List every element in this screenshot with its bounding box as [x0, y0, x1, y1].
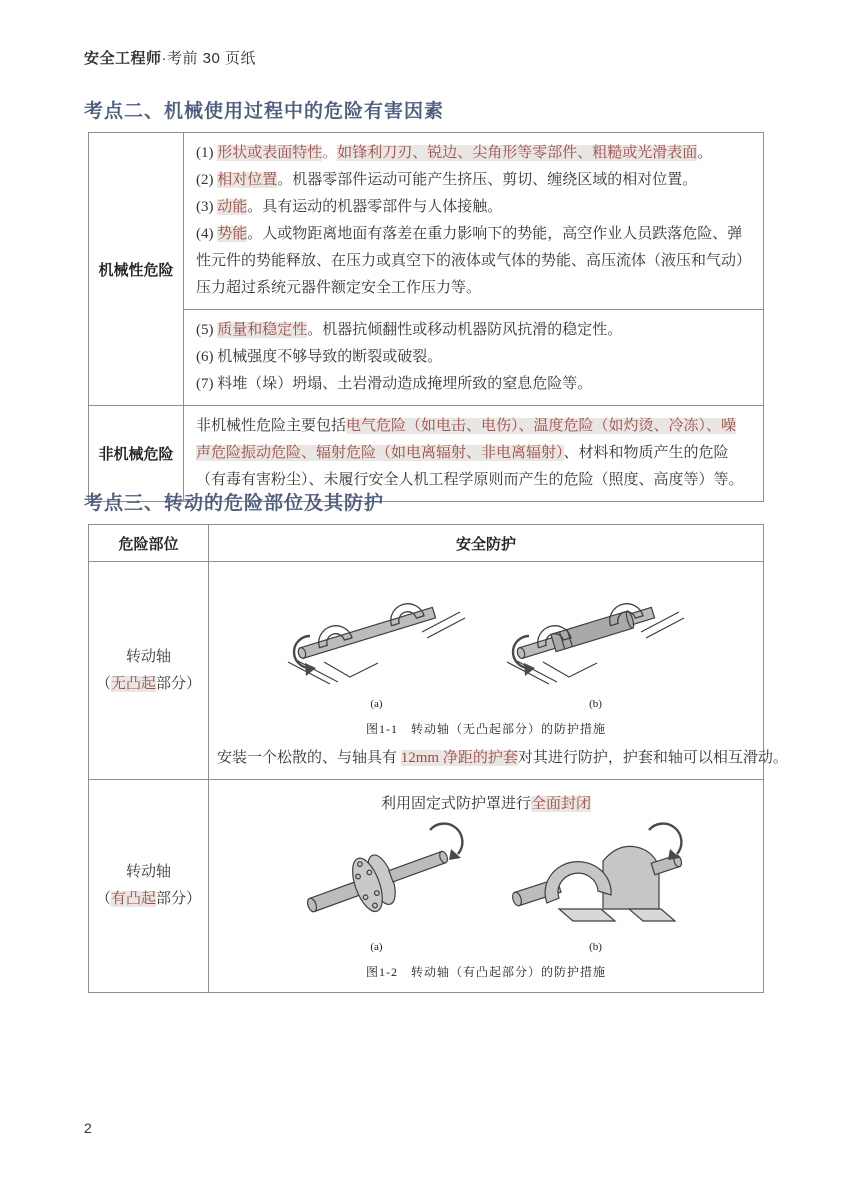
mech-item-3 [196, 194, 751, 221]
highlighted-keyword: 无凸起 [110, 675, 156, 692]
fig-label-b: (b) [589, 698, 602, 710]
header-suffix: ·考前 30 页纸 [161, 50, 257, 67]
figure-1-1b [503, 574, 688, 710]
document-header [84, 47, 256, 68]
protection-note [217, 746, 788, 767]
text-segment: 。具有运动的机器零部件与人体接触。 [247, 199, 503, 215]
text-segment: 。人或物距离地面有落差在重力影响下的势能，高空作业人员跌落危险、弹性元件的势能释放、在压力或真空下的液体或气体的势能、高压流体（液压和气动）压力超过系统元器件额定安全工作压力等。 [196, 226, 752, 296]
mech-item-1 [196, 140, 751, 167]
text-segment: 部分） [156, 675, 202, 692]
page-number: 2 [84, 1120, 92, 1136]
flange-coupling-shaft-diagram [284, 817, 469, 935]
highlighted-keyword: 相对位置 [217, 172, 278, 188]
text-segment: 。 [697, 145, 713, 161]
figure-row-1-2 [217, 817, 755, 953]
col-header-protection: 安全防护 [209, 525, 764, 562]
text-segment: (7) 料堆（垛）坍塌、土岩滑动造成掩埋所致的窒息危险等。 [196, 376, 593, 392]
figure-1-2b [503, 817, 688, 953]
text-segment: 、材料和物质产生的危险（有毒有害粉尘）、未履行安全人机工程学原则而产生的危险（照度、高度等）等。 [196, 445, 744, 488]
col-header-danger-part: 危险部位 [89, 525, 209, 562]
nonmech-paragraph [196, 413, 751, 494]
brand-text: 安全工程师 [84, 50, 162, 67]
highlighted-keyword: 全面封闭 [531, 796, 592, 812]
shaft-projection-label-line1: 转动轴 [125, 864, 171, 880]
fig-1-2-caption: 图1-2 转动轴（有凸起部分）的防护措施 [366, 965, 606, 979]
highlighted-keyword: 质量和稳定性 [217, 322, 308, 338]
shaft-smooth-label-line2 [90, 671, 207, 698]
shaft-projection-label-line2 [90, 886, 207, 913]
text-segment: 。机器抗倾翻性或移动机器防风抗滑的稳定性。 [307, 322, 623, 338]
row-label-mechanical: 机械性危险 [89, 133, 184, 406]
row-label-shaft-smooth [89, 562, 209, 780]
protection-method-text [217, 792, 755, 813]
hazard-factors-table [88, 132, 764, 502]
mech-item-4 [196, 221, 751, 302]
mechanical-items-cell-b [184, 310, 764, 406]
text-segment: 非机械性危险主要包括 [196, 418, 347, 434]
text-segment: 。机器零部件运动可能产生挤压、剪切、缠绕区域的相对位置。 [277, 172, 698, 188]
text-segment: 安装一个松散的、与轴具有 [217, 750, 401, 766]
mechanical-items-cell-a [184, 133, 764, 310]
text-segment: 。 [322, 145, 338, 161]
figure-1-2a [284, 817, 469, 953]
text-segment: 利用固定式防护罩进行 [380, 796, 531, 812]
section-title-kaodian2: 考点二、机械使用过程中的危险有害因素 [84, 101, 445, 122]
mech-item-5 [196, 317, 751, 344]
text-segment: （ [95, 675, 111, 692]
text-segment: (2) [196, 172, 218, 188]
text-segment: (1) [196, 145, 218, 161]
figure-1-1a [284, 574, 469, 710]
highlighted-keyword: 12mm 净距的护套 [400, 750, 518, 766]
fig-label-a: (a) [370, 941, 383, 953]
fig-label-a: (a) [370, 698, 383, 710]
mech-item-2 [196, 167, 751, 194]
text-segment: 对其进行防护，护套和轴可以相互滑动。 [517, 750, 788, 766]
rotation-arrow-icon [649, 824, 681, 860]
rotating-parts-table [88, 524, 788, 993]
text-segment: (3) [196, 199, 218, 215]
shaft-smooth-label-line1: 转动轴 [125, 648, 171, 665]
highlighted-keyword: 形状或表面特性 [217, 145, 323, 161]
highlighted-keyword: 如锋利刀刃、锐边、尖角形等零部件、粗糙或光滑表面 [337, 145, 698, 161]
mech-item-7 [196, 371, 751, 398]
shaft-smooth-protection-cell [209, 562, 788, 780]
fig-label-b: (b) [589, 941, 602, 953]
row-label-shaft-projection [89, 780, 209, 993]
highlighted-keyword: 电气危险（如电击、电伤）、温度危险（如灼烫、冷冻）、噪声危险振动危险、辐射危险（如电离辐射、非电离辐射） [196, 418, 737, 461]
text-segment: (4) [196, 226, 218, 242]
text-segment: （ [95, 891, 111, 907]
text-segment: (6) 机械强度不够导致的断裂或破裂。 [196, 349, 443, 365]
fig-1-1-caption: 图1-1 转动轴（无凸起部分）的防护措施 [366, 722, 606, 736]
text-segment: (5) [196, 322, 218, 338]
highlighted-keyword: 动能 [217, 199, 248, 215]
mech-item-6 [196, 344, 751, 371]
sleeved-shaft-diagram [503, 574, 688, 692]
text-segment: 部分） [156, 891, 202, 907]
section-title-kaodian3: 考点三、转动的危险部位及其防护 [84, 493, 385, 514]
row-label-nonmechanical: 非机械危险 [89, 406, 184, 502]
plain-shaft-diagram [284, 574, 469, 692]
highlighted-keyword: 有凸起 [110, 891, 156, 907]
fixed-guard-shaft-diagram [503, 817, 688, 935]
figure-row-1-1 [217, 574, 755, 710]
highlighted-keyword: 势能 [217, 226, 248, 242]
shaft-projection-protection-cell [209, 780, 764, 993]
